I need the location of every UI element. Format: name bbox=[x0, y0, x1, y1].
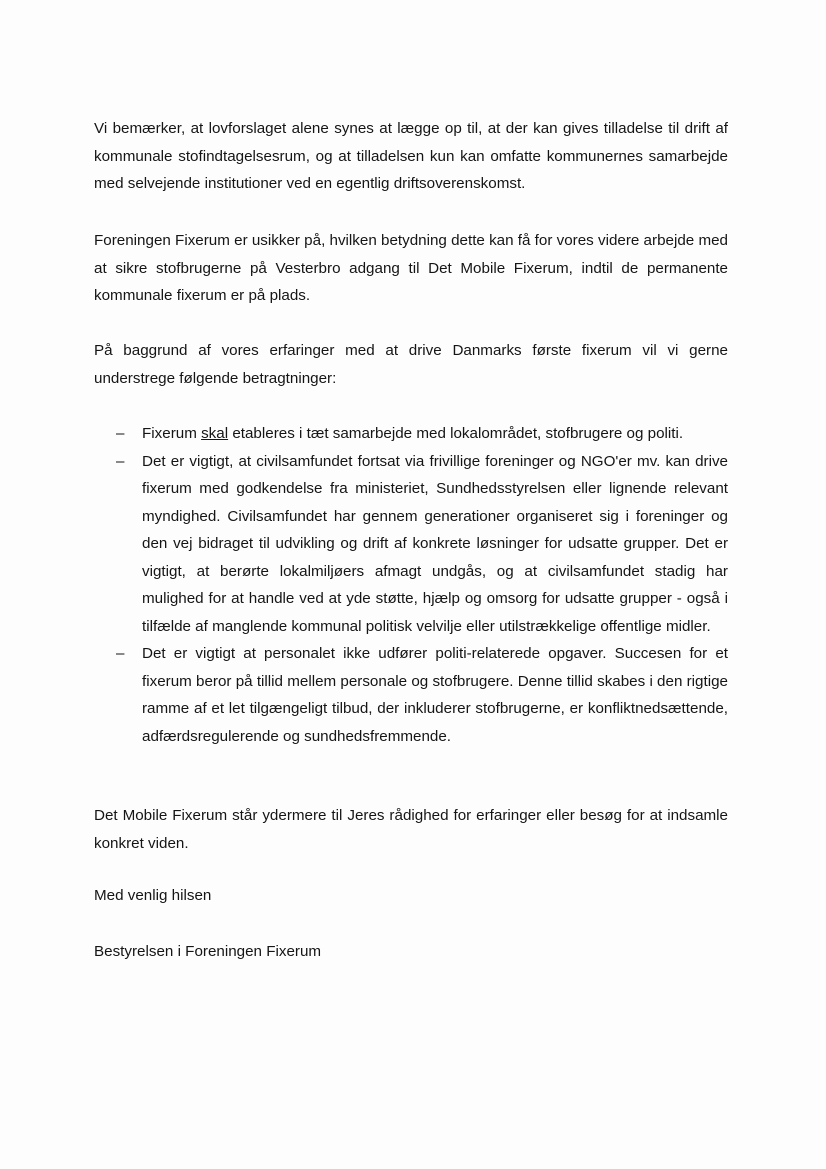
bullet-text: Det er vigtigt at personalet ikke udfører politi-relaterede opgaver. Succesen for et fixerum beror på tillid mellem personale og stofbrugere. Denne tillid skabes i den rigtige ramme af et let tilgængeligt tilbud, der inkluderer stofbrugerne, er konfliktnedsættende, adfærdsregulerende og sundhedsfremmende. bbox=[142, 645, 728, 745]
bullet-text: Det er vigtigt, at civilsamfundet fortsat via frivillige foreninger og NGO'er mv. kan drive fixerum med godkendelse fra ministeriet, Sundhedsstyrelsen eller lignende relevant myndighed. Civilsamfundet har gennem generationer organiseret sig i foreninger og den vej bidraget til udvikling og drift af konkrete løsninger for udsatte grupper. Det er vigtigt, at berørte lokalmiljøers afmagt undgås, og at civilsamfundet stadig har mulighed for at handle ved at yde støtte, hjælp og omsorg for udsatte grupper - også i tilfælde af manglende kommunal politisk velvilje eller utilstrækkelige offentlige midler. bbox=[142, 452, 728, 635]
bullet-dash: – bbox=[116, 452, 125, 470]
closing-greeting: Med venlig hilsen bbox=[94, 887, 212, 904]
paragraph-betydning: Foreningen Fixerum er usikker på, hvilken betydning dette kan få for vores videre arbejde med at sikre stofbrugerne på Vesterbro adgang til Det Mobile Fixerum, indtil de permanente kommunale fixerum er på plads. bbox=[94, 232, 728, 304]
list-item bbox=[94, 640, 728, 750]
paragraph-lovforslag: Vi bemærker, at lovforslaget alene synes at lægge op til, at der kan gives tilladelse til drift af kommunale stofindtagelsesrum, og at tilladelsen kun kan omfatte kommunernes samarbejde med selvejende institutioner ved en egentlig driftsoverenskomst. bbox=[94, 120, 728, 192]
bullet-text-end: etableres i tæt samarbejde med lokalområdet, stofbrugere og politi. bbox=[228, 425, 684, 442]
paragraph-erfaringer: På baggrund af vores erfaringer med at drive Danmarks første fixerum vil vi gerne understrege følgende betragtninger: bbox=[94, 342, 728, 387]
list-item bbox=[94, 448, 728, 641]
bullet-dash: – bbox=[116, 645, 125, 662]
emphasis-skal: skal bbox=[201, 425, 229, 442]
paragraph-raadighed: Det Mobile Fixerum står ydermere til Jeres rådighed for erfaringer eller besøg for at indsamle konkret viden. bbox=[94, 807, 728, 852]
bullet-dash: – bbox=[116, 425, 125, 442]
considerations-list bbox=[94, 420, 728, 750]
bullet-text-start: Fixerum bbox=[142, 425, 202, 442]
list-item bbox=[94, 420, 728, 448]
signature: Bestyrelsen i Foreningen Fixerum bbox=[94, 943, 322, 960]
